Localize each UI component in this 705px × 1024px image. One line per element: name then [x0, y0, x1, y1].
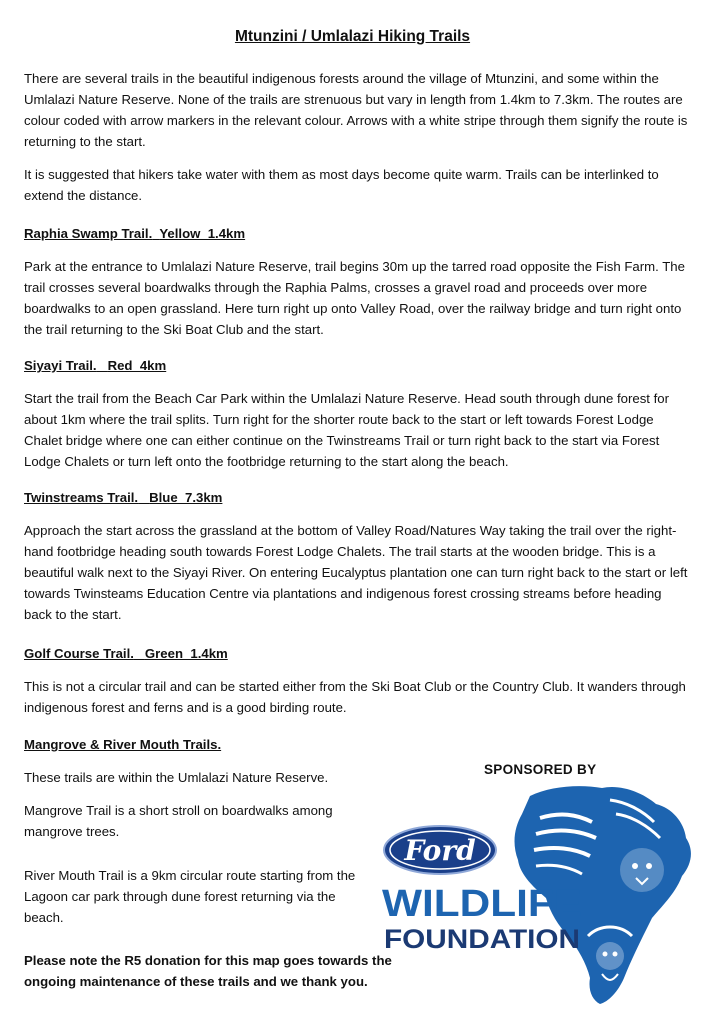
ford-oval-logo [384, 826, 496, 874]
trail-detail: Red 4km [107, 358, 167, 373]
trail-name: Twinstreams Trail. [24, 490, 139, 505]
intro-paragraph-1: There are several trails in the beautiful indigenous forests around the village of Mtunzini, and some within the Umlalazi Nature Reserve. None of the trails are strenuous but vary in length from 1.4km to 7.3km. The routes are colour coded with arrow markers in the relevant colour. Arrows with a white stripe through them signify the route is returning to the start. [24, 71, 688, 149]
intro-paragraph-2: It is suggested that hikers take water with them as most days become quite warm. Trails can be interlinked to extend the distance. [24, 167, 659, 203]
raphia-trail-description: Park at the entrance to Umlalazi Nature Reserve, trail begins 30m up the tarred road opposite the Fish Farm. The trail crosses several boardwalks through the Raphia Palms, crosses a gravel road and proceeds over more boardwalks to an open grassland. Here turn right up onto Valley Road, over the railway bridge and turn right onto the trail returning to the Ski Boat Club and the start. [24, 259, 685, 337]
golf-course-trail-heading [24, 646, 228, 661]
mangrove-paragraph-3: River Mouth Trail is a 9km circular route starting from the Lagoon car park through dune forest returning via the beach. [24, 868, 356, 925]
mangrove-paragraph-2: Mangrove Trail is a short stroll on boardwalks among mangrove trees. [24, 803, 333, 839]
donation-note: Please note the R5 donation for this map goes towards the ongoing maintenance of these trails and we thank you. [24, 953, 392, 989]
trail-detail: Blue 7.3km [149, 490, 223, 505]
trail-name: Siyayi Trail. [24, 358, 97, 373]
ford-wordmark: Ford [404, 834, 476, 867]
ford-wildlife-foundation-logo [380, 778, 700, 1008]
mangrove-heading: Mangrove & River Mouth Trails. [24, 737, 222, 752]
golf-course-trail-description: This is not a circular trail and can be started either from the Ski Boat Club or the Country Club. It wanders through indigenous forest and ferns and is a good birding route. [24, 679, 686, 715]
twinstreams-trail-heading [24, 490, 222, 505]
twinstreams-trail-description: Approach the start across the grassland at the bottom of Valley Road/Natures Way taking the trail over the right-hand footbridge heading south towards Forest Lodge Chalets. The trail starts at the wooden bridge. This is a beautiful walk next to the Siyayi River. On entering Eucalyptus plantation one can turn right back to the start or left towards Twinsteams Education Centre via plantations and indigenous forest crossing streams before heading back to the start. [24, 523, 688, 622]
foundation-wordmark: FOUNDATION [384, 924, 580, 954]
trail-detail: Green 1.4km [144, 646, 228, 661]
page-title: Mtunzini / Umlalazi Hiking Trails [234, 28, 471, 45]
sponsored-by-label: SPONSORED BY [484, 762, 597, 777]
siyayi-trail-heading [24, 358, 166, 373]
mangrove-paragraph-1: These trails are within the Umlalazi Nature Reserve. [24, 770, 329, 785]
siyayi-trail-description: Start the trail from the Beach Car Park within the Umlalazi Nature Reserve. Head south through dune forest for about 1km where the trail splits. Turn right for the shorter route back to the start or left towards Forest Lodge Chalet bridge where one can either continue on the Twinstreams Trail or turn right back to the start via Forest Lodge Chalets or turn left onto the footbridge returning to the start along the beach. [24, 391, 670, 469]
trail-name: Raphia Swamp Trail. [24, 226, 153, 241]
trail-detail: Yellow 1.4km [159, 226, 246, 241]
raphia-trail-heading [24, 226, 245, 241]
trail-name: Golf Course Trail. [24, 646, 134, 661]
wildlife-wordmark: WILDLIFE [382, 883, 582, 925]
